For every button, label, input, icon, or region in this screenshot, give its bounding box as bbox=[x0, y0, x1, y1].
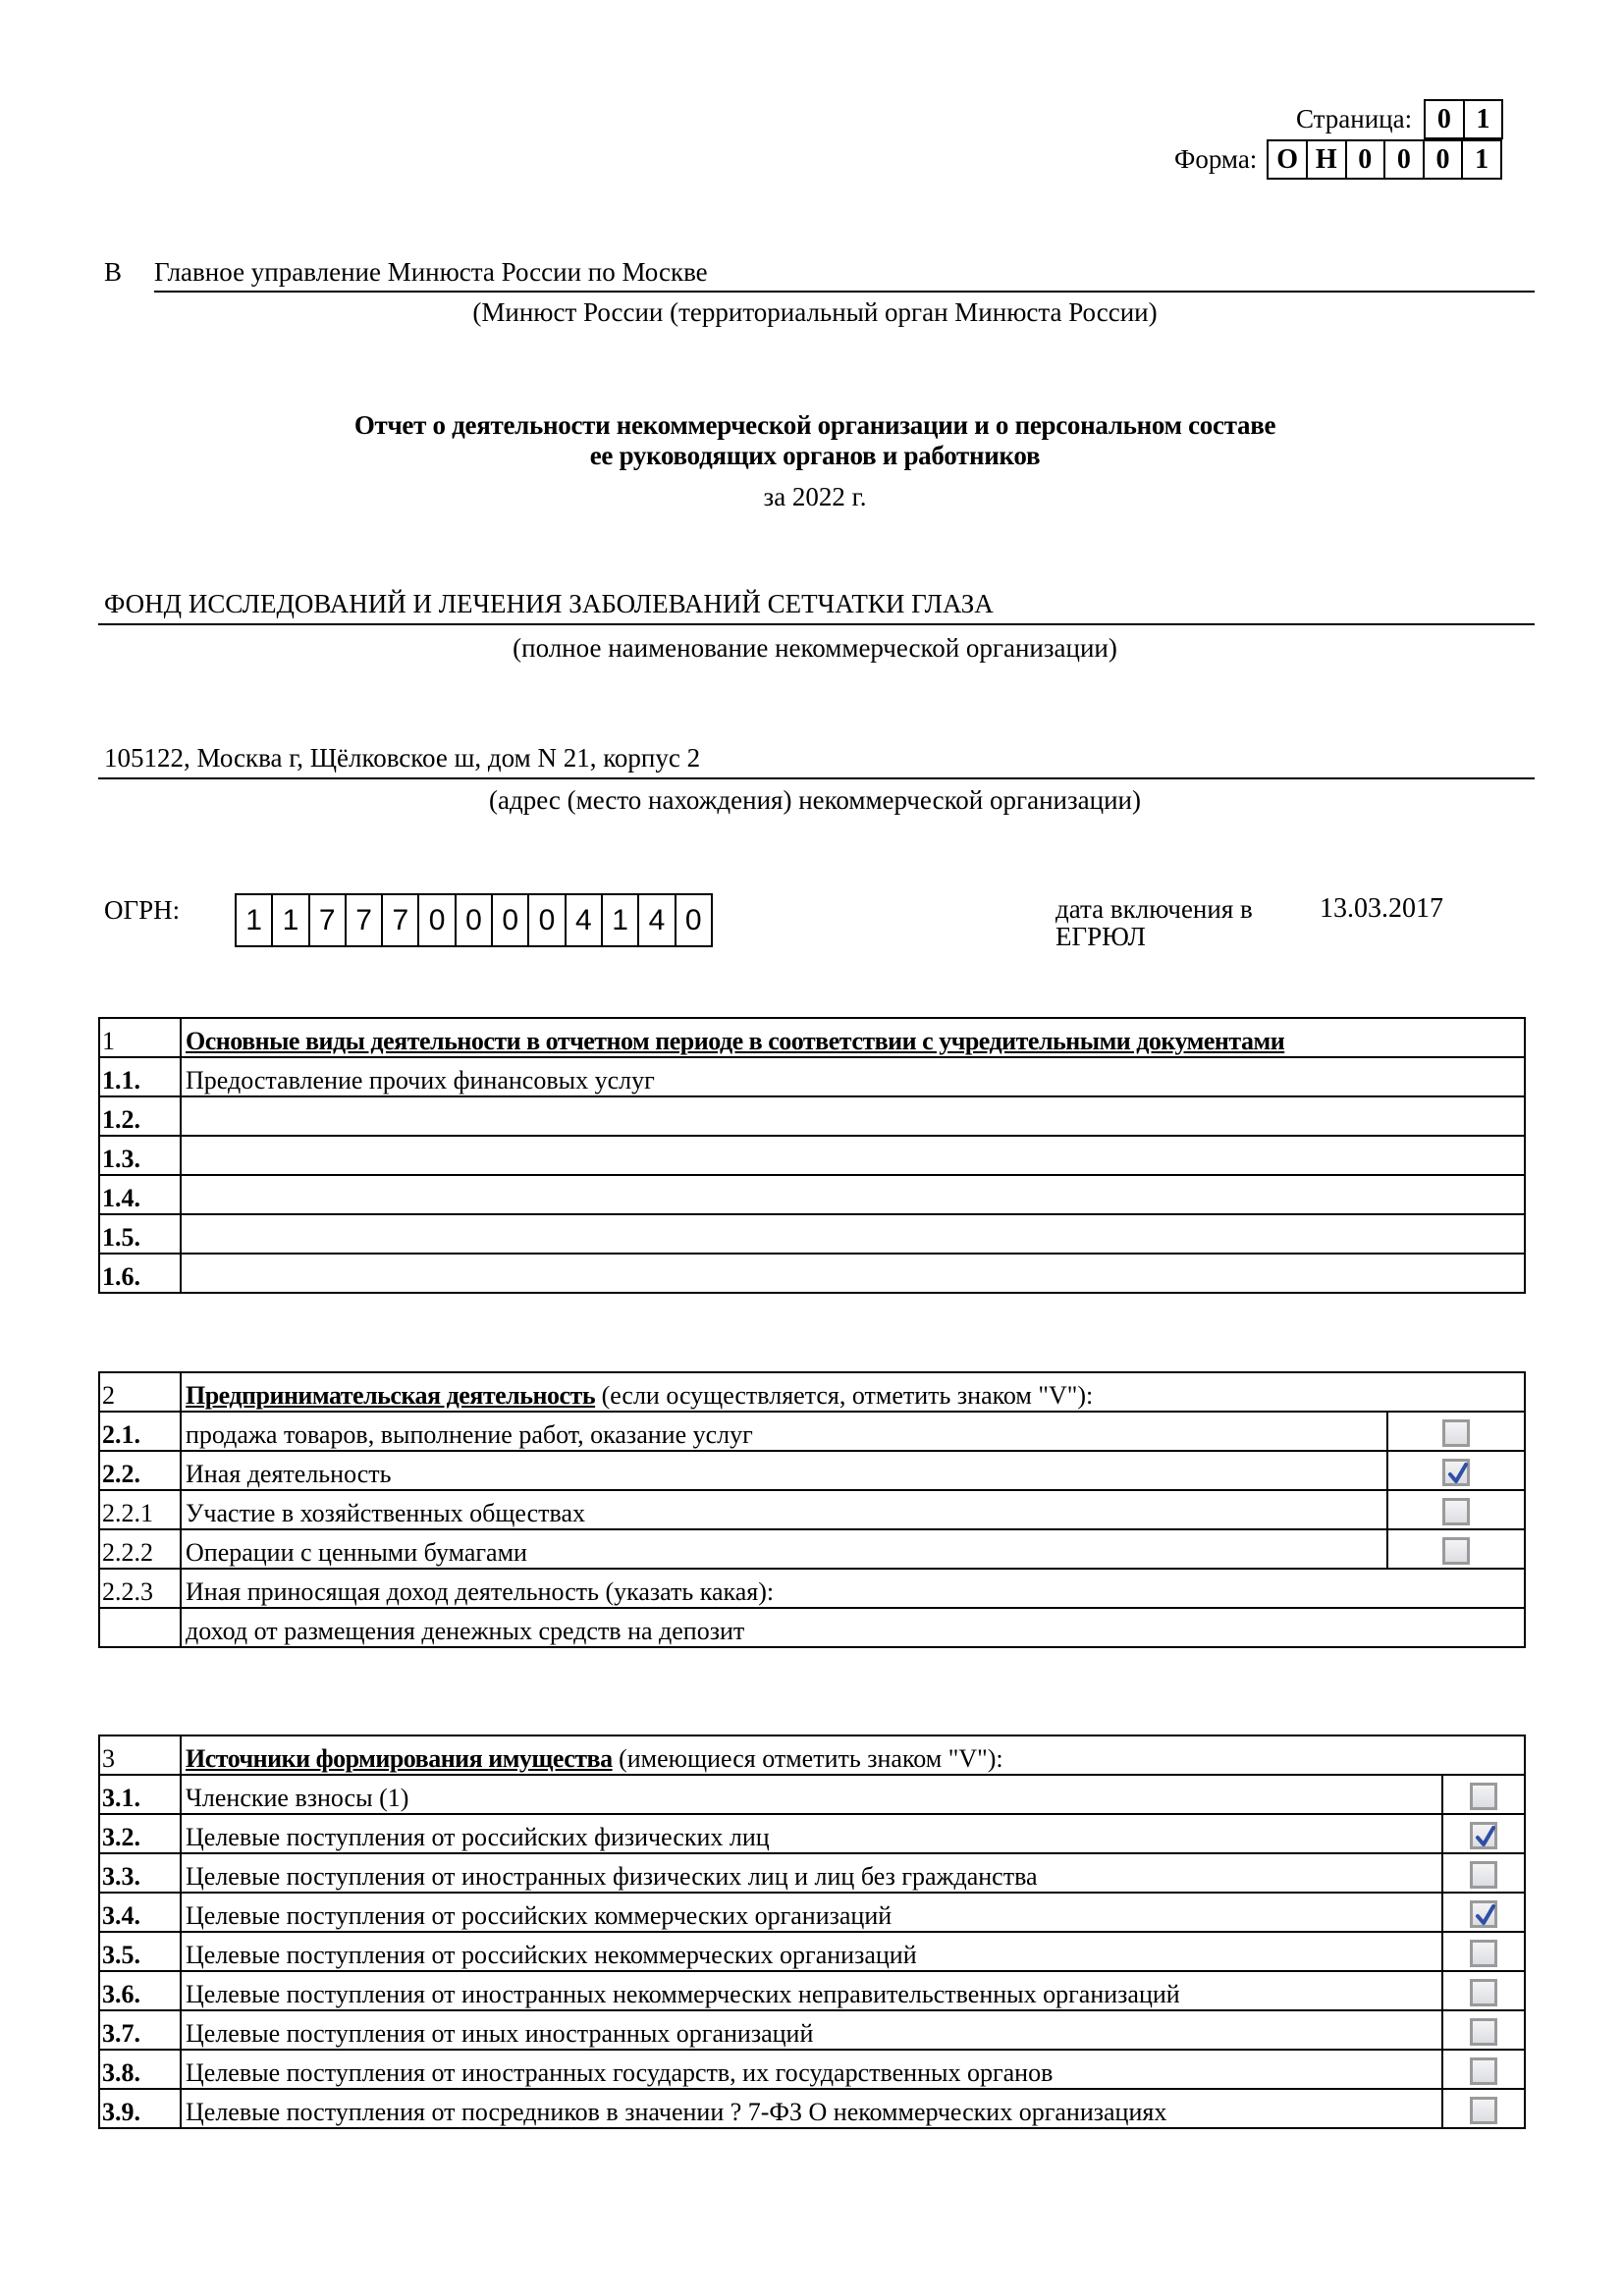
page-digit: 1 bbox=[1463, 99, 1504, 139]
table-row bbox=[99, 1096, 1525, 1136]
section3-table bbox=[98, 1735, 1526, 2129]
form-code-char: О bbox=[1267, 139, 1308, 180]
section2-table bbox=[98, 1371, 1526, 1648]
table-row bbox=[99, 1254, 1525, 1293]
section-title-note: (имеющиеся отметить знаком "V"): bbox=[612, 1744, 1003, 1773]
table-row bbox=[99, 1175, 1525, 1214]
section-number: 2 bbox=[99, 1372, 181, 1412]
form-code-char: Н bbox=[1306, 139, 1347, 180]
row-number: 3.6. bbox=[99, 1971, 181, 2010]
section1-header-row bbox=[99, 1018, 1525, 1057]
checkbox-unchecked[interactable] bbox=[1470, 1861, 1497, 1889]
row-number: 2.2.2 bbox=[99, 1529, 181, 1569]
checkbox-unchecked[interactable] bbox=[1470, 2018, 1497, 2046]
row-label: Целевые поступления от российских некоммерческих организаций bbox=[181, 1932, 1442, 1971]
row-number: 3.5. bbox=[99, 1932, 181, 1971]
egrul-label-line1: дата включения в bbox=[1055, 894, 1253, 924]
section-title-bold: Источники формирования имущества bbox=[186, 1744, 613, 1773]
form-code-char: 0 bbox=[1345, 139, 1386, 180]
report-title-line1: Отчет о деятельности некоммерческой организации и о персональном составе bbox=[353, 410, 1276, 440]
table-row bbox=[99, 1529, 1525, 1569]
row-number: 2.2.3 bbox=[99, 1569, 181, 1608]
row-label: Целевые поступления от иных иностранных организаций bbox=[181, 2010, 1442, 2050]
ogrn-label: ОГРН: bbox=[104, 895, 181, 925]
activity-field[interactable]: Предоставление прочих финансовых услуг bbox=[181, 1057, 1525, 1096]
checkbox-unchecked[interactable] bbox=[1442, 1537, 1470, 1565]
org-name-value: ФОНД ИССЛЕДОВАНИЙ И ЛЕЧЕНИЯ ЗАБОЛЕВАНИЙ СЕТЧАТКИ ГЛАЗА bbox=[104, 589, 994, 618]
recipient-caption: (Минюст России (территориальный орган Минюста России) bbox=[472, 297, 1158, 327]
ogrn-digit: 1 bbox=[601, 893, 639, 947]
row-label: Целевые поступления от российских коммерческих организаций bbox=[181, 1893, 1442, 1932]
row-number: 2.2. bbox=[99, 1451, 181, 1490]
activity-field[interactable] bbox=[181, 1136, 1525, 1175]
ogrn-digit: 4 bbox=[637, 893, 676, 947]
table-row bbox=[99, 1451, 1525, 1490]
row-number: 1.4. bbox=[99, 1175, 181, 1214]
checkbox-checked[interactable] bbox=[1442, 1459, 1470, 1486]
table-row bbox=[99, 1932, 1525, 1971]
egrul-label bbox=[1055, 895, 1253, 950]
table-row bbox=[99, 1490, 1525, 1529]
row-number: 3.9. bbox=[99, 2089, 181, 2128]
row-label: Целевые поступления от иностранных физических лиц и лиц без гражданства bbox=[181, 1853, 1442, 1893]
row-label: Целевые поступления от иностранных некоммерческих неправительственных организаций bbox=[181, 1971, 1442, 2010]
table-row bbox=[99, 1412, 1525, 1451]
egrul-date: 13.03.2017 bbox=[1320, 893, 1443, 924]
ogrn-digit: 7 bbox=[381, 893, 419, 947]
table-row bbox=[99, 2050, 1525, 2089]
row-label: Целевые поступления от посредников в значении ? 7-ФЗ О некоммерческих организациях bbox=[181, 2089, 1442, 2128]
section-number: 3 bbox=[99, 1735, 181, 1775]
table-row bbox=[99, 1569, 1525, 1608]
report-period: за 2022 г. bbox=[763, 482, 867, 511]
checkbox-unchecked[interactable] bbox=[1470, 2097, 1497, 2124]
ogrn-digit: 0 bbox=[527, 893, 566, 947]
recipient-field bbox=[154, 257, 1535, 293]
ogrn-field bbox=[237, 893, 713, 947]
ogrn-digit: 1 bbox=[235, 893, 273, 947]
ogrn-digit: 7 bbox=[345, 893, 383, 947]
row-number: 2.1. bbox=[99, 1412, 181, 1451]
activity-field[interactable] bbox=[181, 1254, 1525, 1293]
table-row bbox=[99, 1971, 1525, 2010]
activity-field[interactable] bbox=[181, 1096, 1525, 1136]
recipient-value: Главное управление Минюста России по Москве bbox=[154, 257, 708, 287]
page-number-field bbox=[1296, 99, 1503, 139]
checkbox-unchecked[interactable] bbox=[1470, 1940, 1497, 1967]
row-number: 3.3. bbox=[99, 1853, 181, 1893]
org-name-field bbox=[98, 589, 1535, 625]
form-code-char: 0 bbox=[1423, 139, 1464, 180]
table-row bbox=[99, 1057, 1525, 1096]
section-title-bold: Предпринимательская деятельность bbox=[186, 1381, 596, 1410]
section-title bbox=[181, 1372, 1525, 1412]
activity-field[interactable] bbox=[181, 1175, 1525, 1214]
row-label: Целевые поступления от иностранных государств, их государственных органов bbox=[181, 2050, 1442, 2089]
page-digit: 0 bbox=[1424, 99, 1465, 139]
org-address-value: 105122, Москва г, Щёлковское ш, дом N 21, корпус 2 bbox=[104, 743, 701, 773]
row-label: Целевые поступления от российских физических лиц bbox=[181, 1814, 1442, 1853]
table-row bbox=[99, 1214, 1525, 1254]
checkbox-checked[interactable] bbox=[1470, 1900, 1497, 1928]
row-label: Иная приносящая доход деятельность (указать какая): bbox=[181, 1569, 1525, 1608]
row-number: 3.4. bbox=[99, 1893, 181, 1932]
checkbox-unchecked[interactable] bbox=[1470, 1979, 1497, 2006]
row-label: Операции с ценными бумагами bbox=[181, 1529, 1387, 1569]
table-row bbox=[99, 1853, 1525, 1893]
row-number: 3.7. bbox=[99, 2010, 181, 2050]
row-number: 1.3. bbox=[99, 1136, 181, 1175]
row-label: продажа товаров, выполнение работ, оказание услуг bbox=[181, 1412, 1387, 1451]
row-number: 1.5. bbox=[99, 1214, 181, 1254]
row-number: 3.2. bbox=[99, 1814, 181, 1853]
form-code-char: 1 bbox=[1461, 139, 1502, 180]
section-number: 1 bbox=[99, 1018, 181, 1057]
form-code-field bbox=[1174, 139, 1502, 180]
section-title: Основные виды деятельности в отчетном периоде в соответствии с учредительными документами bbox=[181, 1018, 1525, 1057]
checkbox-checked[interactable] bbox=[1470, 1822, 1497, 1849]
row-number: 2.2.1 bbox=[99, 1490, 181, 1529]
table-row bbox=[99, 2010, 1525, 2050]
row-number: 1.1. bbox=[99, 1057, 181, 1096]
egrul-label-line2: ЕГРЮЛ bbox=[1055, 922, 1146, 951]
org-address-caption: (адрес (место нахождения) некоммерческой организации) bbox=[489, 785, 1141, 815]
row-number: 3.1. bbox=[99, 1775, 181, 1814]
row-number: 3.8. bbox=[99, 2050, 181, 2089]
section2-header-row bbox=[99, 1372, 1525, 1412]
ogrn-digit: 7 bbox=[308, 893, 347, 947]
report-title-line2: ее руководящих органов и работников bbox=[589, 441, 1041, 470]
table-row bbox=[99, 1814, 1525, 1853]
row-label: Членские взносы (1) bbox=[181, 1775, 1442, 1814]
activity-field[interactable] bbox=[181, 1214, 1525, 1254]
checkbox-unchecked[interactable] bbox=[1470, 1783, 1497, 1810]
section-title bbox=[181, 1735, 1525, 1775]
check-mark-icon bbox=[1475, 1903, 1496, 1927]
ogrn-digit: 0 bbox=[491, 893, 529, 947]
ogrn-digit: 0 bbox=[675, 893, 713, 947]
section-title-note: (если осуществляется, отметить знаком "V"): bbox=[595, 1381, 1094, 1410]
section1-table bbox=[98, 1017, 1526, 1294]
ogrn-digit: 0 bbox=[455, 893, 493, 947]
form-code-char: 0 bbox=[1383, 139, 1425, 180]
check-mark-icon bbox=[1475, 1825, 1496, 1848]
org-name-caption: (полное наименование некоммерческой организации) bbox=[513, 633, 1117, 663]
ogrn-digit: 4 bbox=[565, 893, 603, 947]
checkbox-unchecked[interactable] bbox=[1470, 2057, 1497, 2085]
row-number: 1.6. bbox=[99, 1254, 181, 1293]
table-row bbox=[99, 1136, 1525, 1175]
table-row bbox=[99, 1775, 1525, 1814]
other-income-field[interactable]: доход от размещения денежных средств на депозит bbox=[181, 1608, 1525, 1647]
page-label: Страница: bbox=[1296, 104, 1413, 133]
check-mark-icon bbox=[1447, 1462, 1469, 1485]
row-label: Участие в хозяйственных обществах bbox=[181, 1490, 1387, 1529]
ogrn-digit: 1 bbox=[271, 893, 309, 947]
table-row bbox=[99, 1893, 1525, 1932]
checkbox-unchecked[interactable] bbox=[1442, 1498, 1470, 1525]
table-row bbox=[99, 1608, 1525, 1647]
section3-header-row bbox=[99, 1735, 1525, 1775]
org-address-field bbox=[98, 743, 1535, 779]
checkbox-unchecked[interactable] bbox=[1442, 1419, 1470, 1447]
table-row bbox=[99, 2089, 1525, 2128]
row-label: Иная деятельность bbox=[181, 1451, 1387, 1490]
ogrn-digit: 0 bbox=[417, 893, 456, 947]
recipient-prefix: В bbox=[104, 257, 123, 287]
row-number: 1.2. bbox=[99, 1096, 181, 1136]
form-label: Форма: bbox=[1174, 144, 1258, 174]
